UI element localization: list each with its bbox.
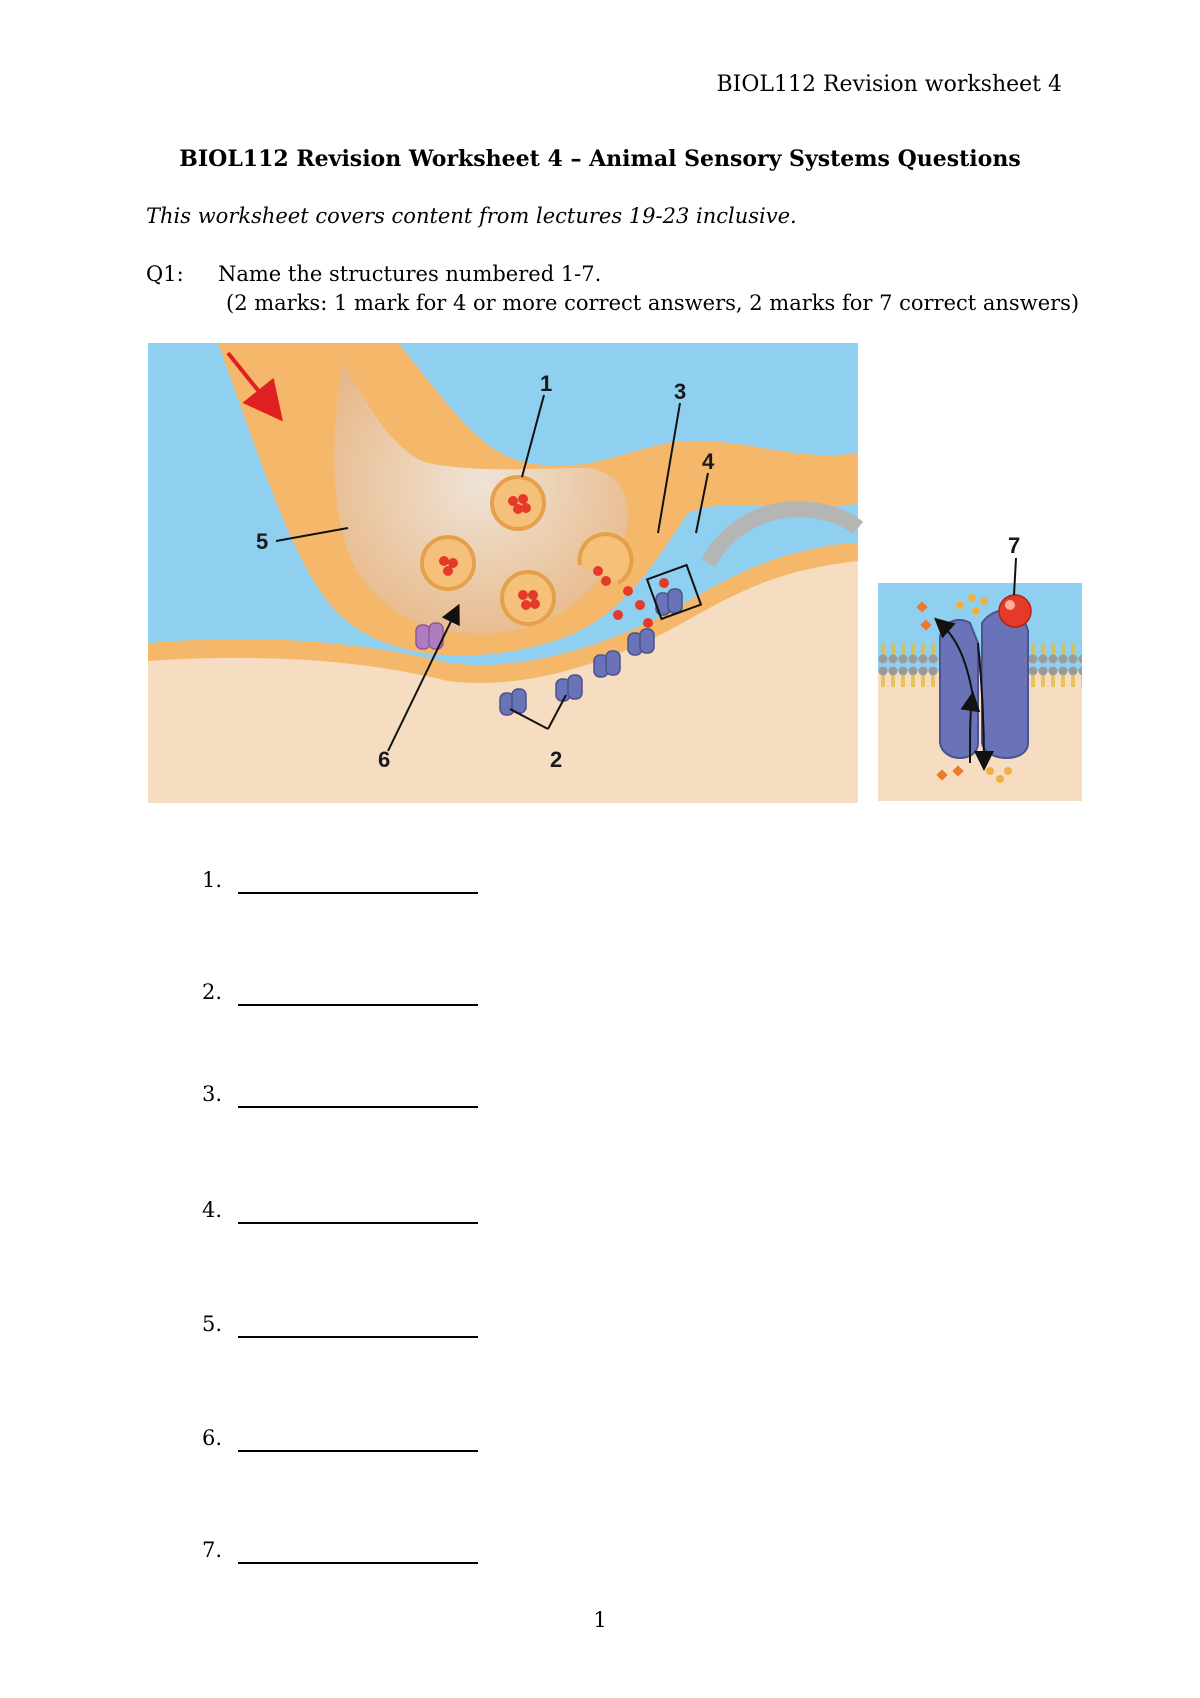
subtitle: This worksheet covers content from lectures 19-23 inclusive.: [146, 204, 797, 228]
answer-number: 1.: [202, 868, 223, 892]
answer-blank[interactable]: [238, 1450, 478, 1452]
figure-label-7: 7: [1008, 533, 1021, 558]
answer-blank[interactable]: [238, 1004, 478, 1006]
answer-row-3: [202, 1082, 502, 1122]
receptor-subunit: [982, 610, 1028, 758]
page-number: 1: [593, 1608, 607, 1632]
main-panel: [148, 343, 858, 803]
answer-row-5: [202, 1312, 502, 1352]
page-title: BIOL112 Revision Worksheet 4 – Animal Sensory Systems Questions: [179, 146, 1021, 172]
synaptic-vesicle: [502, 572, 554, 624]
neurotransmitter-bound: [999, 595, 1031, 627]
answer-number: 6.: [202, 1426, 223, 1450]
figure-label-1: 1: [540, 371, 553, 396]
answer-row-2: [202, 980, 502, 1020]
answer-row-6: [202, 1426, 502, 1466]
synaptic-vesicle: [492, 477, 544, 529]
inset-panel: [878, 558, 1082, 801]
question-text: Name the structures numbered 1-7.: [218, 262, 602, 286]
answer-blank[interactable]: [238, 892, 478, 894]
answer-blank[interactable]: [238, 1562, 478, 1564]
running-header: BIOL112 Revision worksheet 4: [716, 72, 1062, 97]
question-marks: (2 marks: 1 mark for 4 or more correct answers, 2 marks for 7 correct answers): [226, 291, 1080, 315]
figure-label-3: 3: [674, 379, 687, 404]
answer-blank[interactable]: [238, 1336, 478, 1338]
answer-blank[interactable]: [238, 1222, 478, 1224]
answer-number: 4.: [202, 1198, 223, 1222]
answer-number: 3.: [202, 1082, 223, 1106]
answer-blank[interactable]: [238, 1106, 478, 1108]
figure-label-5: 5: [256, 529, 269, 554]
figure-label-4: 4: [702, 449, 715, 474]
question-label: Q1:: [146, 262, 184, 286]
figure-label-2: 2: [550, 747, 563, 772]
answer-row-4: [202, 1198, 502, 1238]
answer-number: 7.: [202, 1538, 223, 1562]
answer-row-7: [202, 1538, 502, 1578]
answer-number: 2.: [202, 980, 223, 1004]
answer-row-1: [202, 868, 502, 908]
answer-number: 5.: [202, 1312, 223, 1336]
figure-label-6: 6: [378, 747, 391, 772]
synapse-diagram: [148, 343, 1086, 803]
synapse-figure: [148, 343, 1086, 803]
